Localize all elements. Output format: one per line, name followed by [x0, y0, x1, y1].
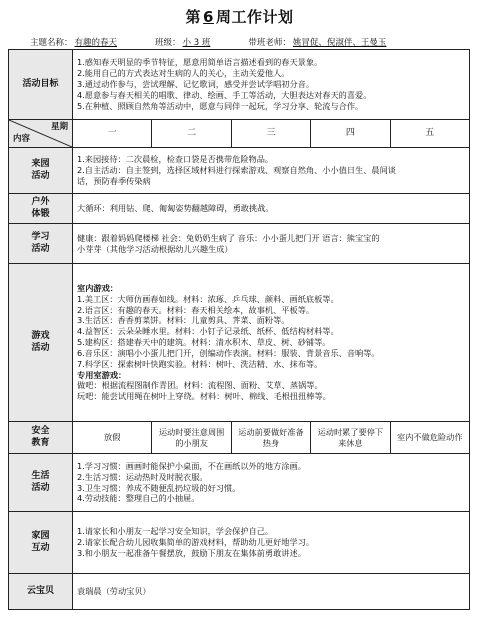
teacher-value: 姚冒促、倪淑伴、王曼玉 [292, 38, 387, 48]
row-family [9, 512, 470, 574]
life-label: 生活 活动 [9, 454, 73, 512]
games-label: 游戏 活动 [9, 264, 73, 422]
row-cloud [9, 574, 470, 610]
day-5: 五 [390, 120, 469, 148]
class-label: 班级： [155, 38, 181, 48]
day-4: 四 [311, 120, 390, 148]
header-meta [30, 36, 471, 48]
safety-tue: 运动时要注意周围的小朋友 [152, 422, 231, 454]
safety-wed: 运动前要做好准备热身 [231, 422, 310, 454]
safety-thu: 运动时累了要停下来休息 [311, 422, 390, 454]
arrival-label: 来园 活动 [9, 148, 73, 194]
day-1: 一 [73, 120, 152, 148]
cloud-label: 云宝贝 [9, 574, 73, 610]
family-content: 1.请家长和小朋友一起学习安全知识，学会保护自己。 2.请家长配合幼儿园收集简单的游戏材料，帮助幼儿更好地学习。 3.和小朋友一起准备午餐摆放，鼓励下朋友在集体前勇敢讲述。 [73, 512, 470, 574]
row-learning [9, 224, 470, 264]
row-games [9, 264, 470, 422]
goals-label: 活动目标 [9, 50, 73, 120]
row-life [9, 454, 470, 512]
safety-fri: 室内不做危险动作 [390, 422, 469, 454]
plan-table [8, 49, 470, 610]
cloud-content: 袁瑞晨（劳动宝贝） [73, 574, 470, 610]
day-3: 三 [231, 120, 310, 148]
row-arrival [9, 148, 470, 194]
games-content: 室内游戏： 1.美工区：大师仿画春如线。材料：浓琢、乒乓球、颜料、画纸底板等。 2.语言区：有趣的春天。材料：春天相关绘本，故事机、平板等。 3.生活区：香香剪菜饼。材料：儿童剪具、荠菜、面粉等。 4.益智区：云朵朵睡水里。材料：小钉子记录纸、纸杯、低结构材料等。 5.建构区：搭建春天中的建筑。材料：清水积木、草皮、树、砂铺等。 6.音乐区：演唱小小蛋儿把门开，创编动作表演。材料：服装、背景音乐、音响等。 7.科学区：探索树叶快跑实验。材料：树叶、洗洁精、水、抹布等。 专用室游戏： 做吧：根据流程图制作青团。材料：流程图、面粉、艾草、蒸锅等。 玩吧：能尝试用绳在树叶上穿绕。材料：树叶、棉线、毛根扭扭棒等。 [73, 264, 470, 422]
arrival-content: 1.来园接待：二次晨检，检查口袋是否携带危险物品。 2.自主活动：自主签到，选择区域材料进行探索游戏、观察自然角、小小值日生、晨间谈 话，预防春季传染病 [73, 148, 470, 194]
diagonal-header-cell: 星期 内容 [9, 120, 73, 148]
learning-content: 健康：跟着妈妈爬楼梯 社会：兔奶奶生病了 音乐：小小蛋儿把门开 语言：熊宝宝的 小芽芽（其他学习活动根据幼儿兴趣生成） [73, 224, 470, 264]
learning-label: 学习 活动 [9, 224, 73, 264]
outdoor-content: 大循环：利用钻、爬、匍匐姿势翻越障碍，勇敢挑战。 [73, 194, 470, 224]
row-safety [9, 422, 470, 454]
theme-value: 有趣的春天 [74, 38, 118, 48]
row-goals [9, 50, 470, 120]
theme-label: 主题名称： [30, 38, 73, 48]
safety-label: 安全 教育 [9, 422, 73, 454]
row-day-header [9, 120, 470, 148]
row-outdoor [9, 194, 470, 224]
class-value: 小 3 班 [182, 38, 211, 48]
family-label: 家园 互动 [9, 512, 73, 574]
life-content: 1.学习习惯：画画时能保护小桌面，不在画纸以外的地方涂画。 2.生活习惯：运动热时及时脱衣服。 3.卫生习惯：养成不随便乱扔垃圾的好习惯。 4.劳动技能：整理自己的小抽屉。 [73, 454, 470, 512]
outdoor-label: 户外 体锻 [9, 194, 73, 224]
day-2: 二 [152, 120, 231, 148]
goals-content: 1.感知春天明显的季节特征，愿意用简单语言描述看到的春天景象。 2.能用自己的方式表达对生病的人的关心，主动关爱他人。 3.通过动作参与，尝试理解、记忆歌词，感受并尝试学唱初分音。 4.愿意参与春天相关的唱歌、律动、绘画、手工等活动，大胆表达对春天的喜爱。 5.在种植、照顾自然角等活动中，愿意与同伴一起玩，学习分享、轮流与合作。 [73, 50, 470, 120]
page-title: 第 6 周工作计划 [185, 8, 294, 26]
safety-mon: 放假 [73, 422, 152, 454]
teacher-label: 带班老师： [248, 38, 291, 48]
